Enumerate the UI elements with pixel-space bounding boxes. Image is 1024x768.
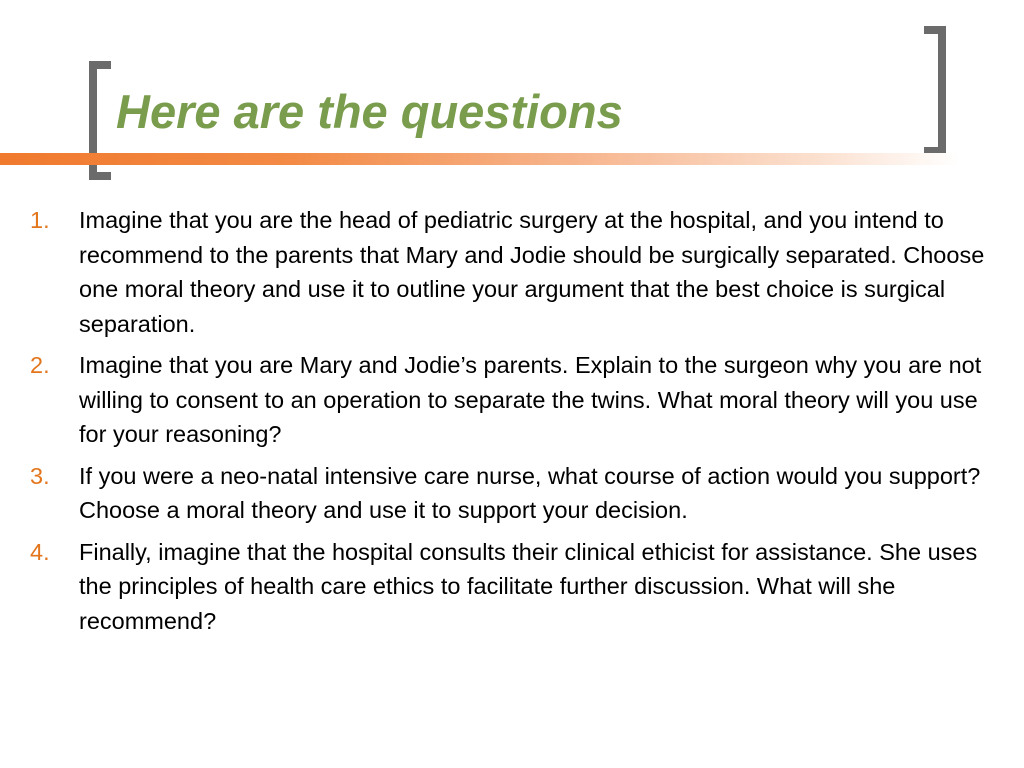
- question-number: 2.: [30, 352, 50, 378]
- question-item: [0, 203, 1024, 341]
- question-text: Finally, imagine that the hospital consults their clinical ethicist for assistance. She uses the principles of health care ethics to facilitate further discussion. What will she recommend?: [79, 538, 978, 634]
- question-number: 4.: [30, 538, 50, 565]
- question-text: If you were a neo-natal intensive care nurse, what course of action would you support? Choose a moral theory and use it to support your decision.: [79, 462, 981, 523]
- slide-title: Here are the questions: [116, 85, 623, 138]
- right-bracket-decoration: [924, 26, 946, 155]
- question-item: [0, 348, 1024, 452]
- question-item: [0, 459, 1024, 528]
- question-item: [0, 535, 1024, 639]
- question-text: Imagine that you are the head of pediatric surgery at the hospital, and you intend to recommend to the parents that Mary and Jodie should be surgically separated. Choose one moral theory and use it to outline your argument that the best choice is surgical separation.: [79, 207, 985, 337]
- question-number: 1.: [30, 207, 50, 233]
- question-list: [0, 203, 1024, 645]
- title-gradient-rule: [0, 153, 960, 165]
- question-text: Imagine that you are Mary and Jodie’s parents. Explain to the surgeon why you are not willing to consent to an operation to separate the twins. What moral theory will you use for your reasoning?: [79, 352, 982, 447]
- question-number: 3.: [30, 462, 50, 489]
